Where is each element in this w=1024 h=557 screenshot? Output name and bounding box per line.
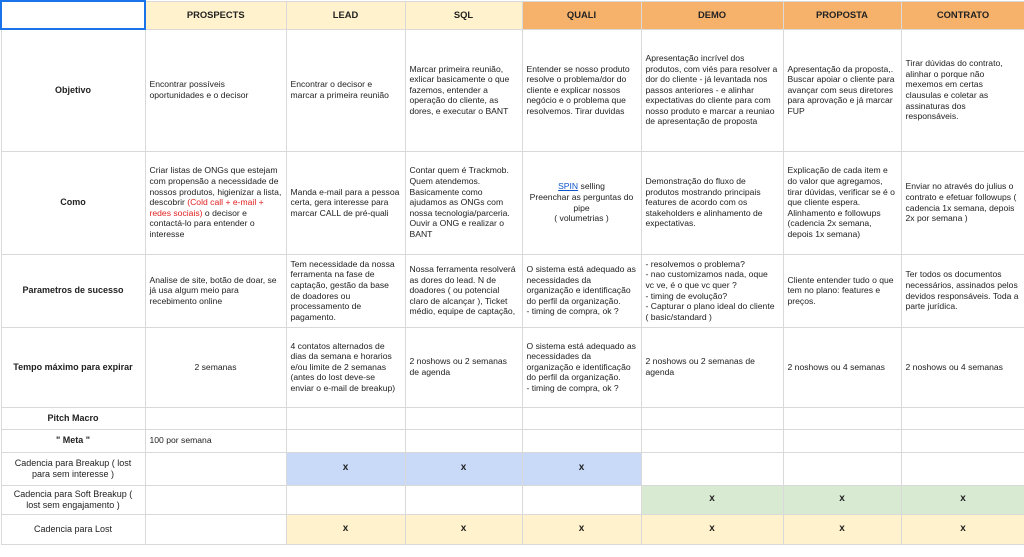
cell-meta-prospects[interactable]: 100 por semana [145, 429, 286, 452]
header-sql[interactable]: SQL [405, 1, 522, 29]
header-prospects[interactable]: PROSPECTS [145, 1, 286, 29]
row-breakup [1, 452, 1024, 485]
cell-tempo-contrato[interactable]: 2 noshows ou 4 semanas [901, 327, 1024, 407]
cell-pitch-prospects[interactable] [145, 407, 286, 429]
row-label-parametros[interactable]: Parametros de sucesso [1, 254, 145, 327]
cell-meta-quali[interactable] [522, 429, 641, 452]
cell-como-lead[interactable]: Manda e-mail para a pessoa certa, gera interesse para marcar CALL de pré-quali [286, 151, 405, 254]
cell-lost-quali[interactable]: x [522, 514, 641, 544]
cell-parametros-sql[interactable]: Nossa ferramenta resolverá as dores do lead. N de doadores ( ou potencial claro de alcançar ), Ticket médio, equipe de captação, [405, 254, 522, 327]
cell-objetivo-lead[interactable]: Encontrar o decisor e marcar a primeira reunião [286, 29, 405, 151]
cell-pitch-proposta[interactable] [783, 407, 901, 429]
como-prospects-text-a: Criar listas de ONGs que estejam com propensão a necessidade de nossos produtos, higienizar a lista, descobrir [149, 165, 282, 208]
cell-breakup-quali[interactable]: x [522, 452, 641, 485]
cell-pitch-quali[interactable] [522, 407, 641, 429]
cell-como-sql[interactable]: Contar quem é Trackmob. Quem atendemos. Basicamente como ajudamos as ONGs com nossa tecnologia/parceria. Ouvir a ONG e realizar o BANT [405, 151, 522, 254]
cell-tempo-prospects[interactable]: 2 semanas [145, 327, 286, 407]
row-label-lost[interactable]: Cadencia para Lost [1, 514, 145, 544]
cell-parametros-quali[interactable]: O sistema está adequado as necessidades da organização e identificação do perfil da organização. - timing de compra, ok ? [522, 254, 641, 327]
cell-objetivo-proposta[interactable]: Apresentação da proposta,. Buscar apoiar o cliente para avançar com seus diretores para aprovação e já marcar FUP [783, 29, 901, 151]
cell-parametros-contrato[interactable]: Ter todos os documentos necessários, assinados pelos devidos responsáveis. Toda a parte jurídica. [901, 254, 1024, 327]
row-label-como[interactable]: Como [1, 151, 145, 254]
row-lost [1, 514, 1024, 544]
cell-breakup-lead[interactable]: x [286, 452, 405, 485]
como-prospects-text-b: o decisor e contactá-lo para entender o interesse [149, 207, 255, 239]
cell-tempo-quali[interactable]: O sistema está adequado as necessidades da organização e identificação do perfil da organização. - timing de compra, ok ? [522, 327, 641, 407]
cell-parametros-proposta[interactable]: Cliente entender tudo o que tem no plano: features e preços. [783, 254, 901, 327]
cell-breakup-contrato[interactable] [901, 452, 1024, 485]
cell-lost-sql[interactable]: x [405, 514, 522, 544]
cell-objetivo-sql[interactable]: Marcar primeira reunião, exlicar basicamente o que fazemos, entender a operação do cliente, as dores, e executar o BANT [405, 29, 522, 151]
cell-breakup-sql[interactable]: x [405, 452, 522, 485]
cell-breakup-prospects[interactable] [145, 452, 286, 485]
cell-meta-demo[interactable] [641, 429, 783, 452]
header-lead[interactable]: LEAD [286, 1, 405, 29]
cell-pitch-sql[interactable] [405, 407, 522, 429]
cell-soft-demo[interactable]: x [641, 485, 783, 514]
cell-soft-prospects[interactable] [145, 485, 286, 514]
cell-lost-demo[interactable]: x [641, 514, 783, 544]
header-proposta[interactable]: PROPOSTA [783, 1, 901, 29]
row-label-tempo[interactable]: Tempo máximo para expirar [1, 327, 145, 407]
cell-breakup-proposta[interactable] [783, 452, 901, 485]
cell-como-quali[interactable] [522, 151, 641, 254]
cell-soft-quali[interactable] [522, 485, 641, 514]
cell-como-proposta[interactable]: Explicação de cada item e do valor que agregamos, tirar dúvidas, verificar se é o que cliente espera. Alinhamento e followups (cadencia 2x semana, depois 1x semana) [783, 151, 901, 254]
como-quali-text-a: selling [578, 181, 605, 192]
cell-tempo-proposta[interactable]: 2 noshows ou 4 semanas [783, 327, 901, 407]
cell-meta-lead[interactable] [286, 429, 405, 452]
row-meta [1, 429, 1024, 452]
cell-lost-prospects[interactable] [145, 514, 286, 544]
cell-tempo-lead[interactable]: 4 contatos alternados de dias da semana e horarios e/ou limite de 2 semanas (antes do lost deve-se enviar o e-mail de breakup) [286, 327, 405, 407]
cell-parametros-demo[interactable]: - resolvemos o problema? - nao customizamos nada, oque vc ve, é o que vc quer ? - timing de evolução? - Capturar o plano ideal do cliente ( basic/standard ) [641, 254, 783, 327]
cell-como-contrato[interactable]: Enviar no através do julius o contrato e efetuar followups ( cadencia 1x semana, depois 2x por semana ) [901, 151, 1024, 254]
como-quali-text-b: Preenchar as perguntas do pipe [529, 191, 634, 213]
cell-objetivo-demo[interactable]: Apresentação incrível dos produtos, com viés para resolver a dor do cliente - já levantada nos passos anteriores - e alinhar expectativas do cliente para com nosso produto e marcar a reuniao de apresentação de proposta [641, 29, 783, 151]
cell-pitch-lead[interactable] [286, 407, 405, 429]
cell-pitch-contrato[interactable] [901, 407, 1024, 429]
selected-cell[interactable] [1, 1, 145, 29]
spin-link[interactable]: SPIN [558, 181, 579, 192]
cell-lost-contrato[interactable]: x [901, 514, 1024, 544]
header-quali[interactable]: QUALI [522, 1, 641, 29]
cell-breakup-demo[interactable] [641, 452, 783, 485]
cell-como-demo[interactable]: Demonstração do fluxo de produtos mostrando principais features de acordo com os stakeholders e alinhamento de expectativas. [641, 151, 783, 254]
header-contrato[interactable]: CONTRATO [901, 1, 1024, 29]
row-parametros [1, 254, 1024, 327]
row-como [1, 151, 1024, 254]
cell-como-prospects[interactable] [145, 151, 286, 254]
header-row [1, 1, 1024, 29]
cell-lost-lead[interactable]: x [286, 514, 405, 544]
cell-parametros-lead[interactable]: Tem necessidade da nossa ferramenta na fase de captação, gestão da base de doadores ou processamento de pagamento. [286, 254, 405, 327]
cell-soft-proposta[interactable]: x [783, 485, 901, 514]
cell-objetivo-quali[interactable]: Entender se nosso produto resolve o problema/dor do cliente e explicar nossos negócio e o problema que resolvemos. Tirar duvidas [522, 29, 641, 151]
cell-soft-contrato[interactable]: x [901, 485, 1024, 514]
cell-meta-contrato[interactable] [901, 429, 1024, 452]
cell-soft-sql[interactable] [405, 485, 522, 514]
header-demo[interactable]: DEMO [641, 1, 783, 29]
row-label-soft[interactable]: Cadencia para Soft Breakup ( lost sem engajamento ) [1, 485, 145, 514]
cell-lost-proposta[interactable]: x [783, 514, 901, 544]
row-tempo [1, 327, 1024, 407]
row-objetivo [1, 29, 1024, 151]
row-soft [1, 485, 1024, 514]
row-label-objetivo[interactable]: Objetivo [1, 29, 145, 151]
row-label-meta[interactable]: " Meta " [1, 429, 145, 452]
row-label-pitch[interactable]: Pitch Macro [1, 407, 145, 429]
cell-meta-sql[interactable] [405, 429, 522, 452]
cell-tempo-demo[interactable]: 2 noshows ou 2 semanas de agenda [641, 327, 783, 407]
cell-meta-proposta[interactable] [783, 429, 901, 452]
como-prospects-red-text: (Cold call + e-mail + redes sociais) [149, 197, 264, 218]
como-quali-text-c: ( volumetrias ) [554, 213, 609, 224]
cell-objetivo-contrato[interactable]: Tirar dúvidas do contrato, alinhar o porque não mexemos em certas clausulas e coletar as assinaturas dos responsáveis. [901, 29, 1024, 151]
cell-soft-lead[interactable] [286, 485, 405, 514]
cell-objetivo-prospects[interactable]: Encontrar possíveis oportunidades e o decisor [145, 29, 286, 151]
row-label-breakup[interactable]: Cadencia para Breakup ( lost para sem interesse ) [1, 452, 145, 485]
cell-tempo-sql[interactable]: 2 noshows ou 2 semanas de agenda [405, 327, 522, 407]
cell-parametros-prospects[interactable]: Analise de site, botão de doar, se já usa algum meio para recebimento online [145, 254, 286, 327]
row-pitch [1, 407, 1024, 429]
cell-pitch-demo[interactable] [641, 407, 783, 429]
